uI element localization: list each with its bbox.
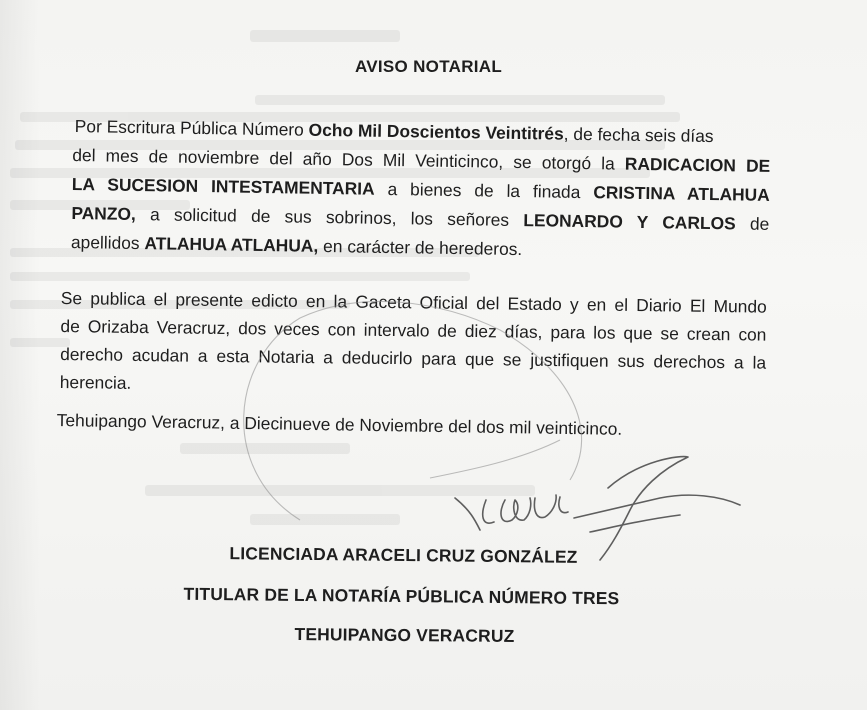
p1-heirs-surnames: ATLAHUA ATLAHUA, <box>144 233 319 256</box>
p2-line-2: de Orizaba Veracruz, dos veces con intervalo de diez días, para los que se crean con <box>60 315 767 345</box>
p1-text: de <box>749 213 770 234</box>
p1-finada-surname: PANZO, <box>71 202 136 224</box>
notary-position: TITULAR DE LA NOTARÍA PÚBLICA NÚMERO TRES <box>183 583 620 609</box>
p1-text: del mes de noviembre del año Dos Mil Veinticinco, se otorgó la <box>72 144 615 174</box>
p1-radicacion: RADICACION DE <box>624 153 771 176</box>
p3-line-1: Tehuipango Veracruz, a Diecinueve de Noviembre del dos mil veinticinco. <box>56 409 623 439</box>
p1-text: apellidos <box>70 231 145 254</box>
p1-finada-name: CRISTINA ATLAHUA <box>593 182 770 205</box>
p1-heirs-names: LEONARDO Y CARLOS <box>523 210 736 234</box>
p1-text: a solicitud de sus sobrinos, los señores <box>149 204 510 230</box>
paragraph-publicacion <box>60 284 767 405</box>
notary-location: TEHUIPANGO VERACRUZ <box>294 624 515 646</box>
p1-text: en carácter de herederos. <box>318 235 523 260</box>
notary-name: LICENCIADA ARACELI CRUZ GONZÁLEZ <box>229 543 578 567</box>
document-title: AVISO NOTARIAL <box>354 57 503 76</box>
p1-text: a bienes de la finada <box>387 178 581 202</box>
p2-line-3: derecho acudan a esta Notaria a deducirlo para que se justifiquen sus derechos a la <box>60 343 767 373</box>
p1-escritura-number: Ocho Mil Doscientos Veintitrés <box>308 119 564 144</box>
p1-text: Por Escritura Pública Número <box>74 116 309 140</box>
p2-line-4: herencia. <box>59 371 132 393</box>
p1-sucesion: LA SUCESION INTESTAMENTARIA <box>71 173 375 199</box>
p1-text: , de fecha seis días <box>563 123 714 147</box>
p2-line-1: Se publica el presente edicto en la Gaceta Oficial del Estado y en el Diario El Mundo <box>60 287 767 317</box>
paragraph-escritura <box>71 112 771 268</box>
